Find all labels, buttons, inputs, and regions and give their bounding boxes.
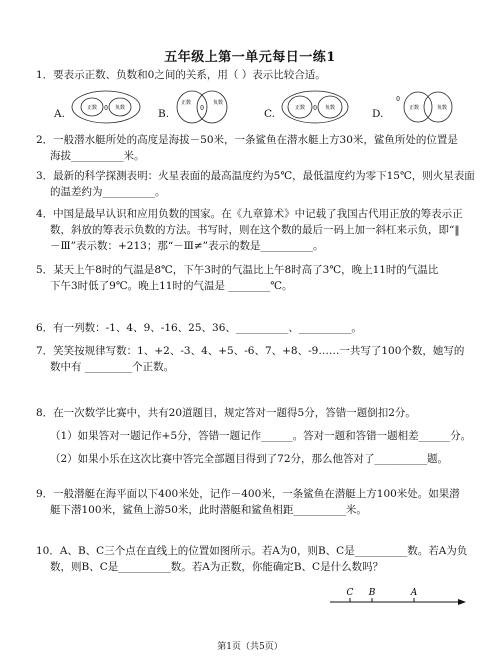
question-5 bbox=[36, 262, 472, 294]
option-b-zero: 0 bbox=[200, 105, 204, 112]
question-4-line-1: 4．中国是最早认识和应用负数的国家。在《九章算术》中记载了我国古代用正放的筹表示正 bbox=[36, 208, 463, 220]
option-d bbox=[372, 89, 472, 125]
option-a bbox=[54, 89, 144, 125]
point-c-label: C bbox=[346, 588, 354, 598]
venn-diagram-a bbox=[70, 89, 142, 125]
option-c-positive: 正数 bbox=[294, 105, 306, 111]
option-a-label: A. bbox=[54, 108, 65, 120]
question-10-line-1: 10．A、B、C三个点在直线上的位置如图所示。若A为0，则B、C是__________数。若A为负 bbox=[36, 545, 468, 557]
question-8-line-1: 8．在一次数学比赛中，共有20道题目，规定答对一题得5分，答错一题倒扣2分。 bbox=[36, 407, 416, 419]
option-d-positive: 正数 bbox=[408, 105, 420, 111]
question-2-line-2: 海拔__________米。 bbox=[50, 150, 145, 162]
question-8-line-3: （2）如果小乐在这次比赛中答完全部题目得到了72分，那么他答对了__________题。 bbox=[50, 453, 449, 465]
option-b-negative: 负数 bbox=[212, 100, 224, 106]
question-7-line-2: 数中有 _________个正数。 bbox=[50, 361, 175, 373]
question-6 bbox=[36, 320, 472, 336]
option-d-label: D. bbox=[372, 108, 384, 120]
option-c-label: C. bbox=[264, 108, 275, 120]
option-b-positive: 正数 bbox=[180, 100, 192, 106]
venn-diagram-b bbox=[174, 89, 230, 125]
point-a-label: A bbox=[410, 588, 418, 598]
question-9-line-1: 9．一般潜艇在海平面以下400米处，记作－400米，一条鲨鱼在潜艇上方100米处。如果潜 bbox=[36, 488, 460, 500]
page-title: 五年级上第一单元每日一练1 bbox=[164, 50, 336, 65]
venn-diagram-c bbox=[280, 89, 350, 125]
question-1 bbox=[36, 67, 472, 83]
question-7 bbox=[36, 343, 472, 375]
option-c-negative: 负数 bbox=[324, 105, 336, 111]
question-1-text: 1．要表示正数、负数和0之间的关系，用（ ）表示比较合适。 bbox=[36, 69, 326, 81]
question-4 bbox=[36, 206, 472, 254]
question-5-line-2: 下午3时低了9℃。晚上11时的气温是 ________℃。 bbox=[50, 280, 293, 292]
option-a-negative: 负数 bbox=[114, 105, 126, 111]
question-4-line-2: 数，斜放的筹表示负数的方法。书写时，则在这个数的最后一码上加一斜杠来示负，即“‖ bbox=[50, 224, 460, 236]
question-3-line-2: 的温差约为__________。 bbox=[50, 186, 166, 198]
option-a-zero: 0 bbox=[104, 105, 108, 112]
question-8-line-2: （1）如果答对一题记作+5分，答错一题记作______。答对一题和答错一题相差______分。 bbox=[50, 430, 472, 442]
option-a-positive: 正数 bbox=[86, 105, 98, 111]
question-7-line-1: 7．笑笑按规律写数：1、+2、-3、4、+5、-6、7、+8、-9……一共写了100个数，她写的 bbox=[36, 345, 465, 357]
option-c bbox=[264, 89, 364, 125]
option-b-label: B. bbox=[158, 108, 170, 120]
option-b bbox=[158, 89, 248, 125]
question-1-options bbox=[54, 89, 474, 125]
question-2-line-1: 2．一般潜水艇所处的高度是海拔－50米，一条鲨鱼在潜水艇上方30米，鲨鱼所处的位置是 bbox=[36, 134, 458, 146]
option-d-zero: 0 bbox=[396, 96, 400, 103]
question-5-line-1: 5．某天上午8时的气温是8℃，下午3时的气温比上午8时高了3℃，晚上11时的气温比 bbox=[36, 264, 439, 276]
option-d-negative: 负数 bbox=[436, 105, 448, 111]
question-6-line-1: 6．有一列数：-1、4、9、-16、25、36、__________、__________。 bbox=[36, 322, 362, 334]
question-10 bbox=[36, 543, 472, 575]
venn-diagram-d bbox=[388, 89, 458, 125]
question-9-line-2: 艇下潜100米，鲨鱼上游50米，此时潜艇和鲨鱼相距__________米。 bbox=[50, 504, 367, 516]
question-9 bbox=[36, 486, 472, 518]
point-b-label: B bbox=[368, 588, 376, 598]
question-3 bbox=[36, 168, 475, 200]
question-4-line-3: －Ⅲ”表示数：+213；那“－Ⅲ≠”表示的数是__________。 bbox=[50, 240, 324, 252]
option-c-zero: 0 bbox=[313, 105, 317, 112]
number-line-arrow bbox=[458, 599, 466, 605]
question-2 bbox=[36, 132, 472, 164]
question-10-line-2: 数，则B、C是__________数。若A为正数，你能确定B、C是什么数吗？ bbox=[50, 561, 384, 573]
question-3-line-1: 3．最新的科学探测表明：火星表面的最高温度约为5℃，最低温度约为零下15℃，则火星表面 bbox=[36, 170, 475, 182]
number-line bbox=[328, 584, 468, 610]
question-8 bbox=[36, 402, 472, 471]
page-footer: 第1页（共5页） bbox=[217, 642, 283, 652]
